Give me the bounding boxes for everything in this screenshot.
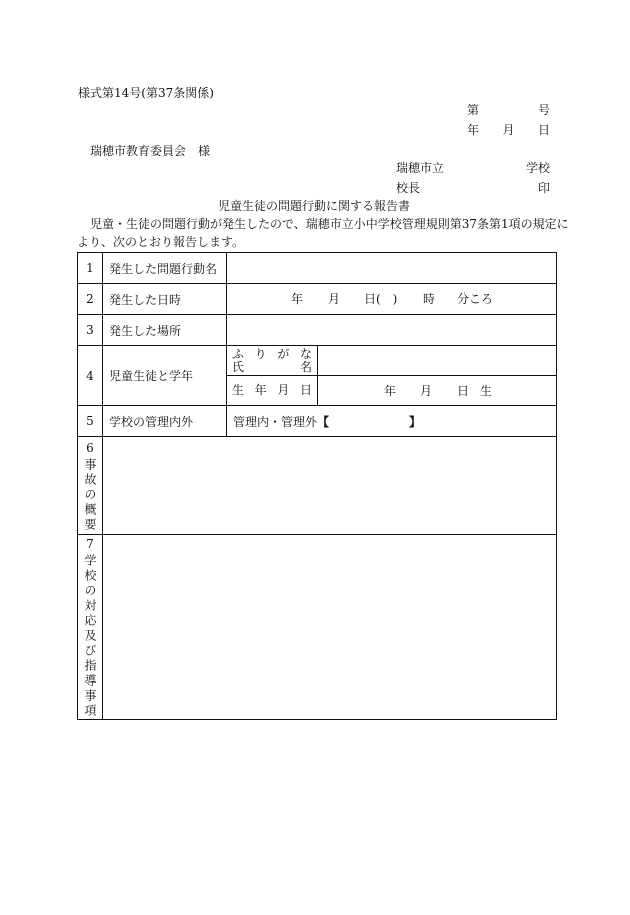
student-name-field[interactable] xyxy=(318,346,557,376)
date-year: 年 xyxy=(467,123,480,137)
row-label-student: 児童生徒と学年 xyxy=(103,346,227,406)
document-title: 児童生徒の問題行動に関する報告書 xyxy=(218,199,411,213)
form-number: 様式第14号(第37条関係) xyxy=(78,86,214,100)
table-row xyxy=(78,346,557,376)
row-number: 3 xyxy=(78,315,103,346)
document-number-suffix: 号 xyxy=(537,103,550,117)
principal-line xyxy=(396,181,550,195)
datetime-minute: 分ころ xyxy=(457,292,494,306)
furigana-label: ふ り が な xyxy=(232,346,312,361)
birth-day: 日 xyxy=(457,383,470,398)
table-row xyxy=(78,315,557,346)
row-number: 5 xyxy=(78,406,103,437)
birthdate-label-cell xyxy=(227,376,318,406)
table-row xyxy=(78,535,557,720)
section-6-number: 6 xyxy=(83,440,97,458)
seal-mark: 印 xyxy=(537,181,550,195)
intro-line-1: 児童・生徒の問題行動が発生したので、瑞穂市立小中学校管理規則第37条第1項の規定に xyxy=(90,217,569,231)
row-label-location: 発生した場所 xyxy=(103,315,227,346)
section-7-label: 学校の対応及び指導事項 xyxy=(83,554,97,719)
birth-suffix: 生 xyxy=(480,383,493,398)
datetime-day: 日( ) xyxy=(364,292,398,306)
document-date xyxy=(467,123,550,137)
intro-line-2: より、次のとおり報告します。 xyxy=(77,235,245,249)
table-row xyxy=(78,406,557,437)
date-month: 月 xyxy=(502,123,515,137)
row-number: 2 xyxy=(78,284,103,315)
birth-year: 年 xyxy=(384,383,397,398)
section-6-label-cell xyxy=(78,437,103,535)
incident-name-field[interactable] xyxy=(227,253,557,284)
datetime-hour: 時 xyxy=(423,292,436,306)
date-day: 日 xyxy=(537,123,550,137)
report-form-table xyxy=(77,252,557,720)
management-field[interactable] xyxy=(227,406,557,437)
section-7-label-cell xyxy=(78,535,103,720)
name-label: 氏 名 xyxy=(232,359,312,374)
table-row xyxy=(78,253,557,284)
row-label-datetime: 発生した日時 xyxy=(103,284,227,315)
datetime-month: 月 xyxy=(328,292,341,306)
row-label-incident-name: 発生した問題行動名 xyxy=(103,253,227,284)
management-text: 管理内・管理外 xyxy=(233,414,318,429)
row-label-management: 学校の管理内外 xyxy=(103,406,227,437)
birth-month: 月 xyxy=(420,383,433,398)
management-bracket: 【 】 xyxy=(317,414,422,429)
school-prefix: 瑞穂市立 xyxy=(396,161,445,175)
incident-summary-field[interactable] xyxy=(103,437,557,535)
principal-label: 校長 xyxy=(396,181,421,195)
school-name-line xyxy=(396,161,550,175)
datetime-year: 年 xyxy=(291,292,304,306)
school-suffix: 学校 xyxy=(525,161,550,175)
document-number-prefix: 第 xyxy=(467,103,480,117)
row-number: 4 xyxy=(78,346,103,406)
school-response-field[interactable] xyxy=(103,535,557,720)
furigana-name-label-cell xyxy=(227,346,318,376)
datetime-field[interactable] xyxy=(227,284,557,315)
addressee: 瑞穂市教育委員会 様 xyxy=(90,144,211,158)
section-7-number: 7 xyxy=(83,537,97,554)
table-row xyxy=(78,437,557,535)
table-row xyxy=(78,284,557,315)
birthdate-label: 生 年 月 日 xyxy=(232,383,312,397)
birthdate-field[interactable] xyxy=(318,376,557,406)
document-number xyxy=(467,103,550,117)
section-6-label: 事故の概要 xyxy=(83,457,97,533)
location-field[interactable] xyxy=(227,315,557,346)
row-number: 1 xyxy=(78,253,103,284)
